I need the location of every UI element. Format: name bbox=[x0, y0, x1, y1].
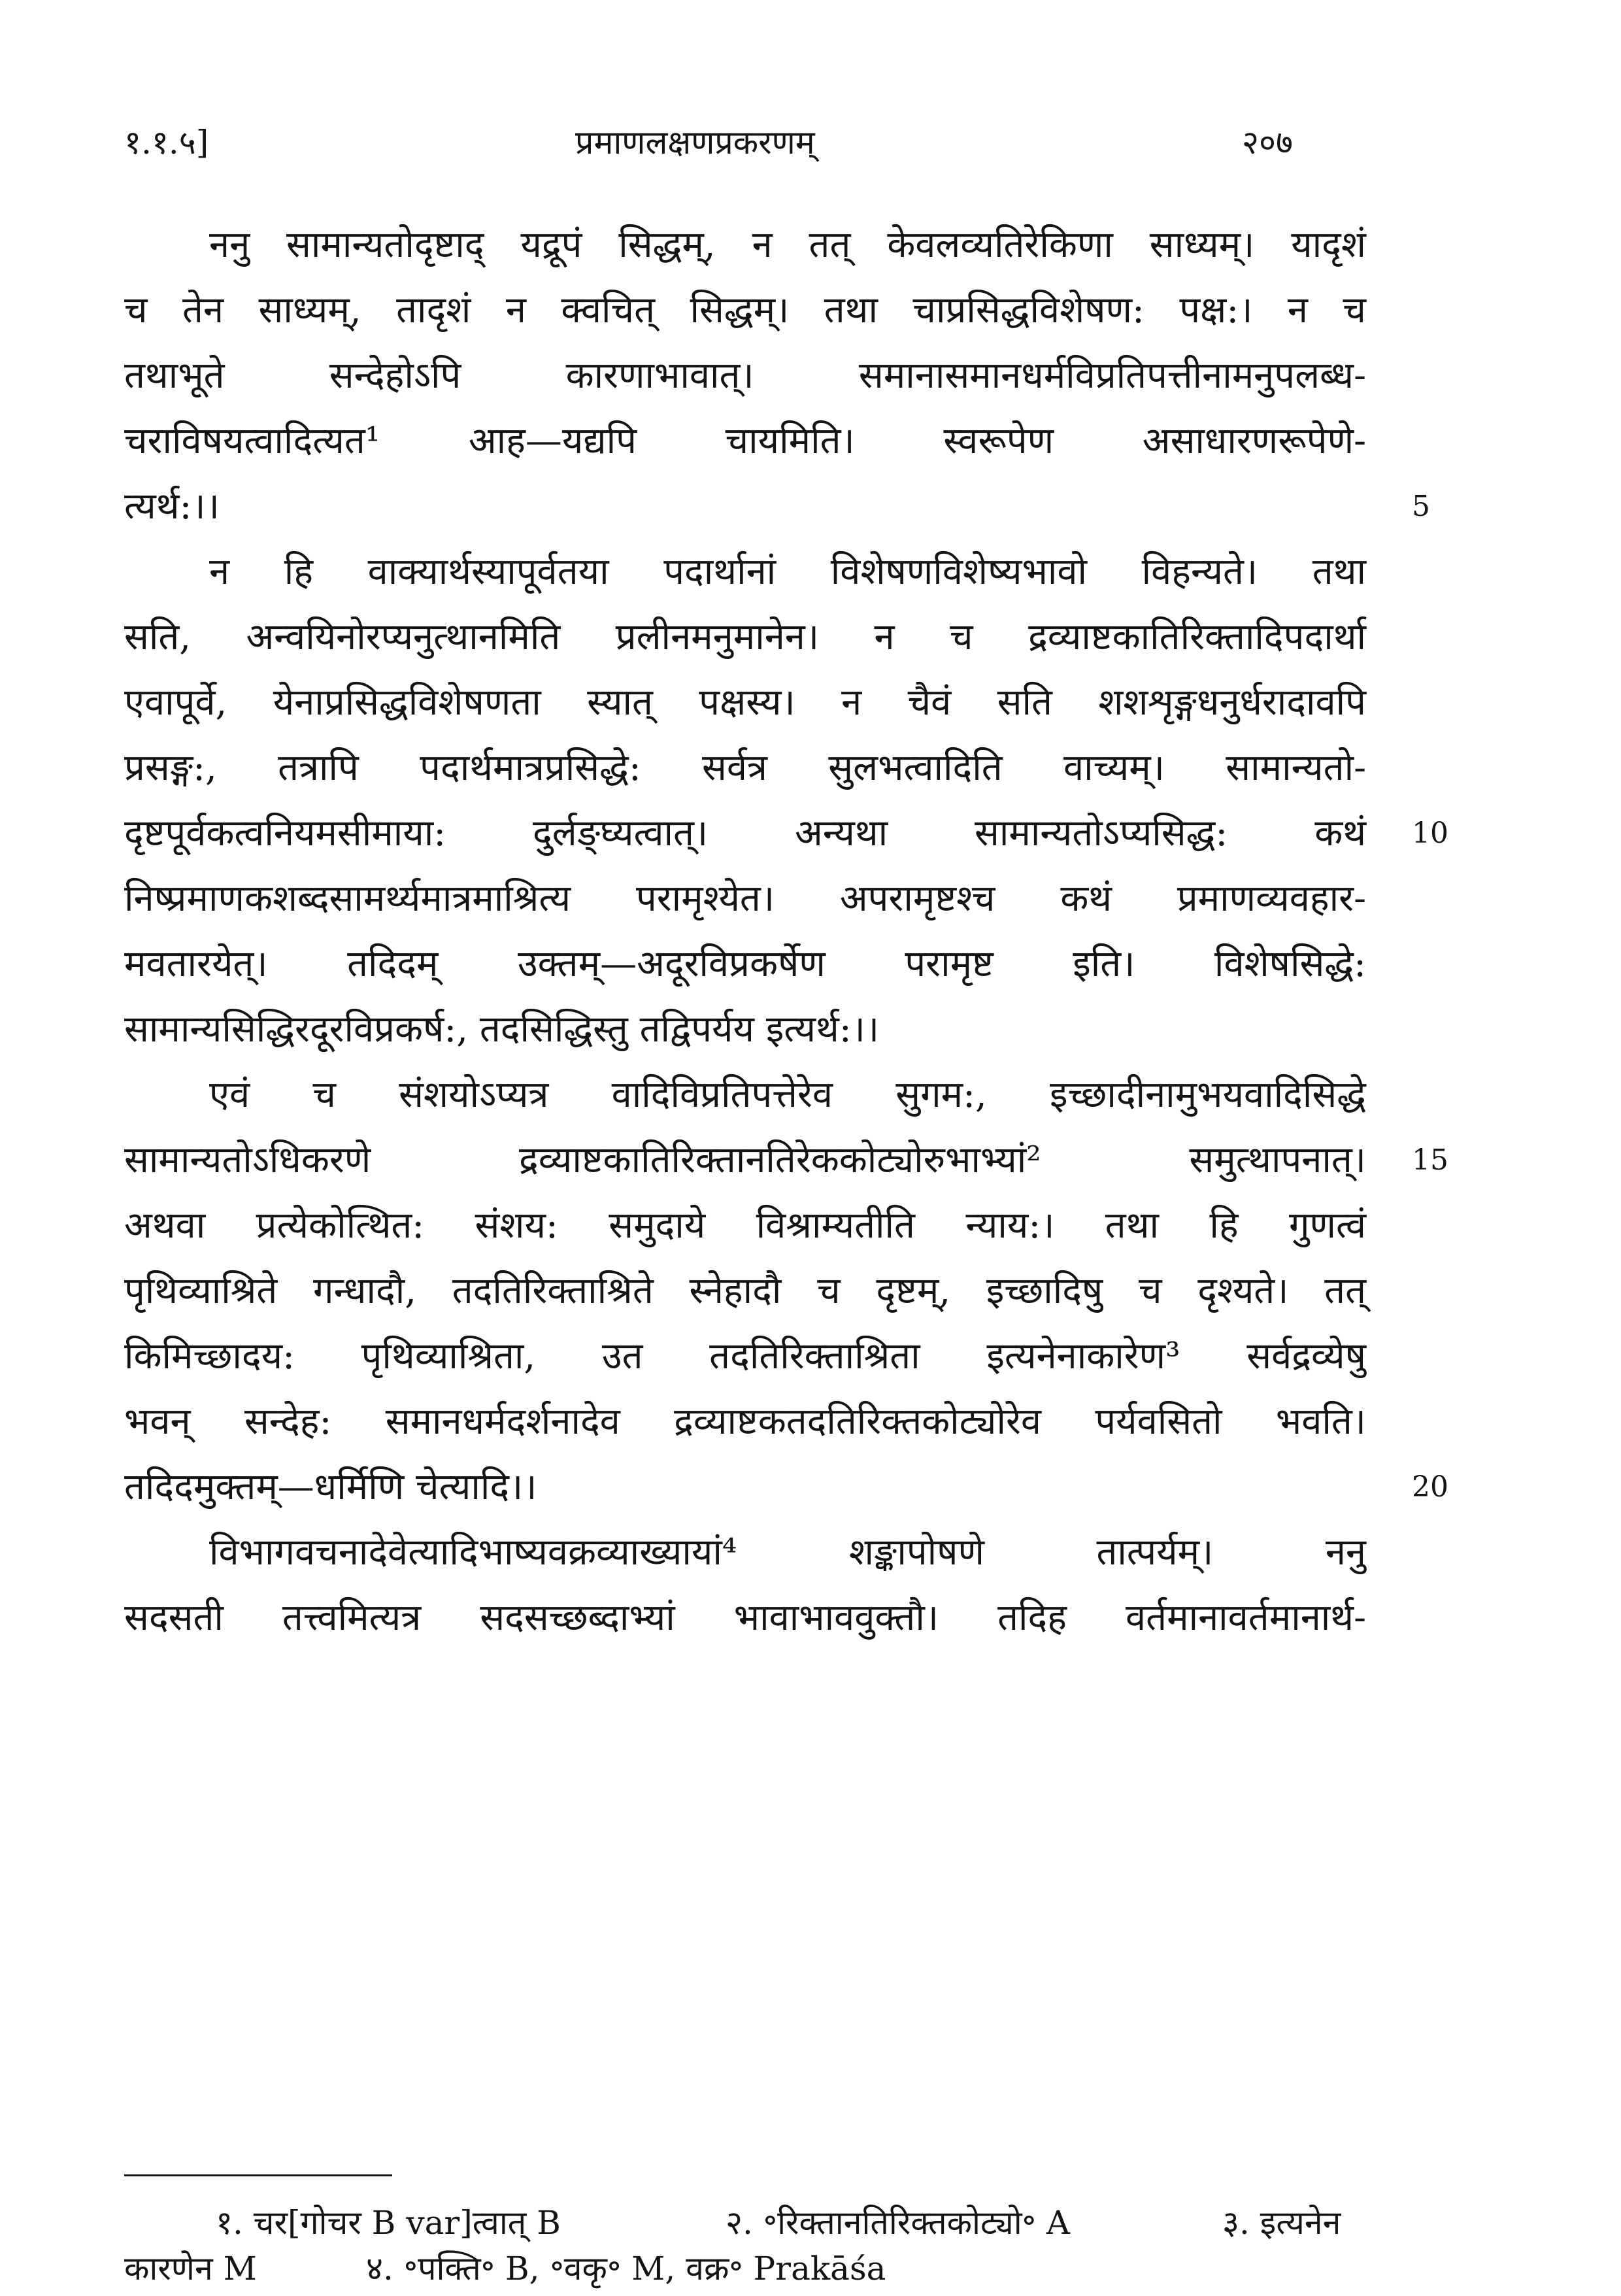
text-line: एवं च संशयोऽप्यत्र वादिविप्रतिपत्तेरेव सुगम:, इच्छादीनामुभयवादिसिद्धे bbox=[209, 1073, 1366, 1116]
text-line: त्यर्थ:।। bbox=[124, 485, 220, 528]
text-line: पृथिव्याश्रिते गन्धादौ, तदतिरिक्ताश्रिते स्नेहादौ च दृष्टम्, इच्छादिषु च दृश्यते। तत् bbox=[124, 1270, 1366, 1312]
footnote-rule bbox=[124, 2174, 392, 2176]
text-line: अथवा प्रत्येकोत्थित: संशय: समुदाये विश्राम्यतीति न्याय:। तथा हि गुणत्वं bbox=[124, 1204, 1366, 1247]
header-chapter-title: प्रमाणलक्षणप्रकरणम् bbox=[575, 124, 815, 161]
text-line: ननु सामान्यतोदृष्टाद् यद्रूपं सिद्धम्, न तत् केवलव्यतिरेकिणा साध्यम्। यादृशं bbox=[209, 224, 1366, 266]
footnote-2: २. ॰रिक्तानतिरिक्तकोट्यो॰ A bbox=[726, 2204, 1070, 2242]
line-number: 10 bbox=[1412, 817, 1448, 850]
text-line: च तेन साध्यम्, तादृशं न क्वचित् सिद्धम्। तथा चाप्रसिद्धविशेषण: पक्ष:। न च bbox=[124, 289, 1366, 331]
text-line: सदसती तत्त्वमित्यत्र सदसच्छब्दाभ्यां भावाभाववुक्तौ। तदिह वर्तमानावर्तमानार्थ- bbox=[124, 1596, 1366, 1639]
footnote-4: ४. ॰पक्ति॰ B, ॰वकृ॰ M, वक्र॰ Prakāśa bbox=[366, 2250, 886, 2288]
text-line: तथाभूते सन्देहोऽपि कारणाभावात्। समानासमानधर्मविप्रतिपत्तीनामनुपलब्ध- bbox=[124, 354, 1366, 397]
header-section-number: १.१.५] bbox=[124, 124, 209, 161]
text-line: प्रसङ्ग:, तत्रापि पदार्थमात्रप्रसिद्धे: सर्वत्र सुलभत्वादिति वाच्यम्। सामान्यतो- bbox=[124, 747, 1366, 789]
text-line: एवापूर्वे, येनाप्रसिद्धविशेषणता स्यात् पक्षस्य। न चैवं सति शशशृङ्गधनुर्धरादावपि bbox=[124, 681, 1366, 724]
footnote-3: ३. इत्यनेन bbox=[1222, 2204, 1341, 2242]
line-number: 5 bbox=[1412, 490, 1430, 523]
text-line: विभागवचनादेवेत्यादिभाष्यवक्रव्याख्यायां⁴ शङ्कापोषणे तात्पर्यम्। ननु bbox=[209, 1531, 1366, 1574]
header-page-number: २०७ bbox=[1242, 124, 1293, 161]
text-line: सामान्यतोऽधिकरणे द्रव्याष्टकातिरिक्तानतिरेककोट्योरुभाभ्यां² समुत्थापनात्। bbox=[124, 1139, 1366, 1181]
line-number: 15 bbox=[1412, 1143, 1448, 1177]
text-line: मवतारयेत्। तदिदम् उक्तम्—अदूरविप्रकर्षेण परामृष्ट इति। विशेषसिद्धे: bbox=[124, 943, 1366, 985]
text-line: सति, अन्वयिनोरप्यनुत्थानमिति प्रलीनमनुमानेन। न च द्रव्याष्टकातिरिक्तादिपदार्था bbox=[124, 616, 1366, 658]
text-line: भवन् सन्देह: समानधर्मदर्शनादेव द्रव्याष्टकतदतिरिक्तकोट्योरेव पर्यवसितो भवति। bbox=[124, 1400, 1366, 1443]
text-line: तदिदमुक्तम्—धर्मिणि चेत्यादि।। bbox=[124, 1466, 537, 1508]
text-line: किमिच्छादय: पृथिव्याश्रिता, उत तदतिरिक्ताश्रिता इत्यनेनाकारेण³ सर्वद्रव्येषु bbox=[124, 1335, 1366, 1377]
footnote-1: १. चर[गोचर B var]त्वात् B bbox=[216, 2204, 561, 2242]
line-number: 20 bbox=[1412, 1470, 1448, 1504]
text-line: चराविषयत्वादित्यत¹ आह—यद्यपि चायमिति। स्वरूपेण असाधारणरूपेणे- bbox=[124, 420, 1366, 462]
text-line: दृष्टपूर्वकत्वनियमसीमाया: दुर्लङ्घ्यत्वात्। अन्यथा सामान्यतोऽप्यसिद्ध: कथं bbox=[124, 812, 1366, 854]
text-line: सामान्यसिद्धिरदूरविप्रकर्ष:, तदसिद्धिस्तु तद्विपर्यय इत्यर्थ:।। bbox=[124, 1008, 880, 1051]
text-line: न हि वाक्यार्थस्यापूर्वतया पदार्थानां विशेषणविशेष्यभावो विहन्यते। तथा bbox=[209, 550, 1366, 593]
text-line: निष्प्रमाणकशब्दसामर्थ्यमात्रमाश्रित्य परामृश्येत। अपरामृष्टश्च कथं प्रमाणव्यवहार- bbox=[124, 877, 1366, 920]
footnote-3-continued: कारणेन M bbox=[124, 2250, 257, 2288]
